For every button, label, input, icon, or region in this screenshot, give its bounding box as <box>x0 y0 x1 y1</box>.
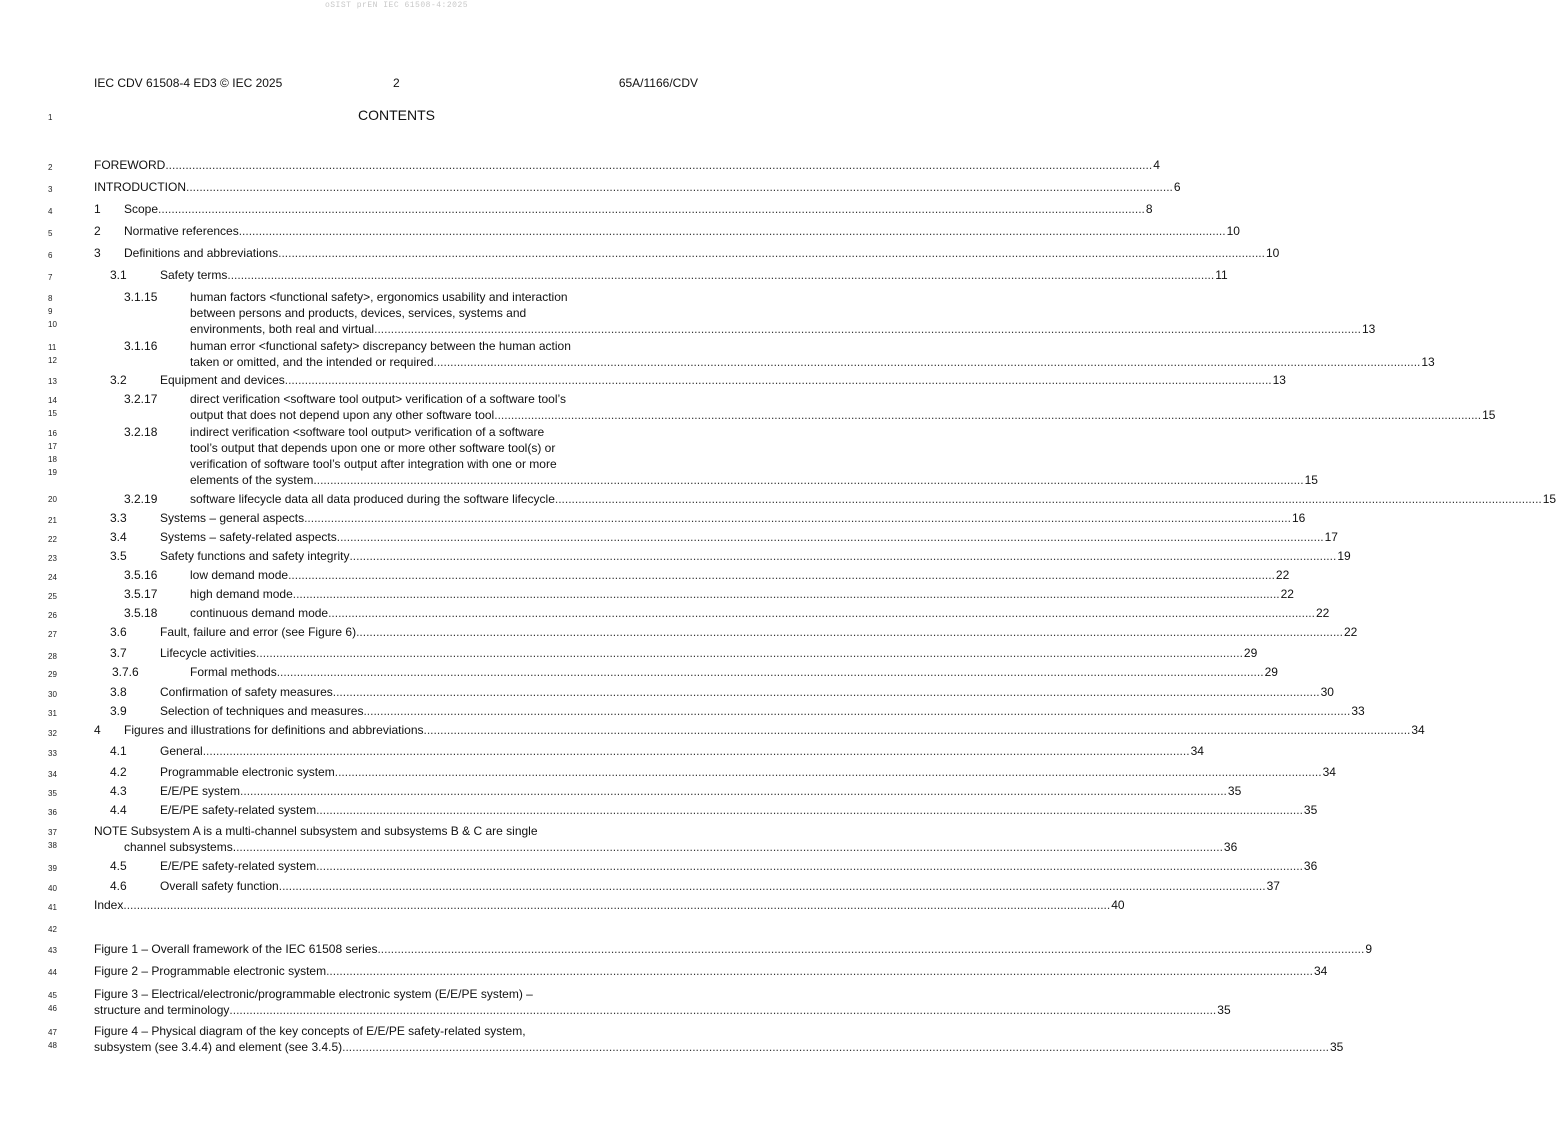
toc-leader-dots <box>333 684 1320 700</box>
toc-leader-dots <box>279 878 1266 894</box>
toc-entry[interactable] <box>94 897 1125 913</box>
toc-entry-number: 3.7.6 <box>112 665 139 679</box>
toc-entry-title: Scope <box>124 202 159 216</box>
line-number: 28 <box>48 652 57 661</box>
line-number: 12 <box>48 356 57 365</box>
toc-entry-page: 13 <box>1361 322 1376 336</box>
toc-leader-dots <box>316 802 1303 818</box>
toc-entry-title: E/E/PE safety-related system <box>160 803 317 817</box>
toc-entry-title: Normative references <box>124 224 239 238</box>
header-page-number: 2 <box>393 76 400 90</box>
toc-entry[interactable] <box>94 391 1496 423</box>
toc-entry[interactable] <box>94 878 1280 894</box>
toc-entry-page: 22 <box>1280 587 1294 601</box>
toc-leader-dots <box>240 783 1227 799</box>
toc-entry-page: 22 <box>1343 625 1358 639</box>
toc-entry-title: Definitions and abbreviations <box>124 246 279 260</box>
toc-entry[interactable] <box>94 722 1425 738</box>
line-number: 9 <box>48 307 53 316</box>
toc-entry-page: 35 <box>1303 803 1318 817</box>
toc-leader-dots <box>239 223 1226 239</box>
toc-leader-dots <box>304 510 1291 526</box>
toc-leader-dots <box>317 472 1304 488</box>
toc-entry[interactable] <box>94 267 1228 283</box>
toc-entry-title: elements of the system. <box>190 473 317 487</box>
toc-entry[interactable] <box>94 245 1280 261</box>
toc-leader-dots <box>424 722 1411 738</box>
line-number: 21 <box>48 516 57 525</box>
toc-entry-page: 10 <box>1265 246 1280 260</box>
toc-entry-number: 3.4 <box>110 530 127 544</box>
toc-entry[interactable] <box>94 510 1306 526</box>
toc-entry-title: between persons and products, devices, services, systems and <box>190 306 527 320</box>
toc-entry-title: environments, both real and virtual <box>190 322 375 336</box>
toc-leader-dots <box>285 372 1272 388</box>
toc-entry-title: output that does not depend upon any other software tool <box>190 408 495 422</box>
toc-leader-dots <box>377 941 1364 957</box>
toc-entry[interactable] <box>94 664 1278 680</box>
toc-entry-title: continuous demand mode <box>190 606 329 620</box>
toc-entry-number: 3.3 <box>110 511 127 525</box>
line-number: 5 <box>48 229 53 238</box>
line-number: 26 <box>48 611 57 620</box>
toc-entry[interactable] <box>94 338 1435 370</box>
toc-entry[interactable] <box>94 586 1294 602</box>
toc-entry-number: 1 <box>94 202 101 216</box>
toc-entry-title: tool’s output that depends upon one or more other software tool(s) or <box>190 441 556 455</box>
toc-entry-page: 15 <box>1542 492 1556 506</box>
toc-entry-page: 37 <box>1266 879 1280 893</box>
line-number: 46 <box>48 1004 57 1013</box>
watermark: oSIST prEN IEC 61508-4:2025 <box>324 1 469 10</box>
toc-entry[interactable] <box>94 548 1351 564</box>
toc-entry[interactable] <box>94 624 1358 640</box>
toc-entry-page: 13 <box>1421 355 1435 369</box>
toc-leader-dots <box>335 764 1322 780</box>
line-number: 14 <box>48 396 57 405</box>
toc-entry-page: 36 <box>1223 840 1238 854</box>
toc-entry-title: indirect verification <software tool output> verification of a software <box>190 425 545 439</box>
toc-leader-dots <box>186 179 1173 195</box>
toc-entry-title: Equipment and devices <box>160 373 285 387</box>
contents-title: CONTENTS <box>358 107 435 123</box>
toc-entry-page: 22 <box>1315 606 1330 620</box>
line-number: 7 <box>48 273 53 282</box>
toc-entry-title: channel subsystems. <box>124 840 237 854</box>
toc-entry-title: General <box>160 744 203 758</box>
toc-entry[interactable] <box>94 491 1556 507</box>
toc-entry-title: Confirmation of safety measures <box>160 685 333 699</box>
toc-entry-page: 35 <box>1227 784 1242 798</box>
toc-entry[interactable] <box>94 684 1334 700</box>
toc-entry-number: 3.5.16 <box>124 568 158 582</box>
toc-entry-number: 3.8 <box>110 685 127 699</box>
line-number: 25 <box>48 592 57 601</box>
line-number: 19 <box>48 468 57 477</box>
toc-leader-dots <box>158 201 1145 217</box>
toc-leader-dots <box>363 703 1350 719</box>
toc-entry[interactable] <box>94 858 1318 874</box>
line-number: 29 <box>48 670 57 679</box>
toc-entry-number: 3.6 <box>110 625 127 639</box>
line-number: 31 <box>48 709 57 718</box>
toc-entry-title: E/E/PE safety-related system <box>160 859 317 873</box>
toc-leader-dots <box>555 491 1542 507</box>
line-number: 20 <box>48 495 57 504</box>
toc-leader-dots <box>278 245 1265 261</box>
toc-entry-number: 4.5 <box>110 859 127 873</box>
line-number: 23 <box>48 554 57 563</box>
toc-entry-title: Lifecycle activities <box>160 646 257 660</box>
toc-entry-title: E/E/PE system <box>160 784 241 798</box>
toc-leader-dots <box>494 407 1481 423</box>
toc-entry-title: Systems – safety-related aspects <box>160 530 337 544</box>
line-number: 47 <box>48 1028 57 1037</box>
toc-entry-page: 36 <box>1303 859 1318 873</box>
toc-entry-number: 4.3 <box>110 784 127 798</box>
toc-entry[interactable] <box>94 802 1318 818</box>
line-number: 40 <box>48 884 57 893</box>
toc-entry-number: 2 <box>94 224 101 238</box>
line-number: 48 <box>48 1041 57 1050</box>
line-number: 15 <box>48 409 57 418</box>
toc-entry-number: 3.5 <box>110 549 127 563</box>
toc-entry-title: human error <functional safety> discrepancy between the human action <box>190 339 571 353</box>
toc-entry-page: 29 <box>1243 646 1258 660</box>
toc-entry-title: Overall safety function <box>160 879 279 893</box>
line-number: 35 <box>48 789 57 798</box>
line-number: 39 <box>48 864 57 873</box>
toc-entry-title: Safety functions and safety integrity <box>160 549 350 563</box>
toc-leader-dots <box>277 664 1264 680</box>
toc-entry-title: Index <box>94 898 124 912</box>
toc-entry[interactable] <box>94 1023 1344 1055</box>
toc-entry-title: human factors <functional safety>, ergonomics usability and interaction <box>190 290 568 304</box>
toc-leader-dots <box>203 743 1190 759</box>
line-number: 1 <box>48 113 53 122</box>
toc-entry-title: NOTE Subsystem A is a multi-channel subsystem and subsystems B & C are single <box>94 824 538 838</box>
toc-entry-page: 29 <box>1264 665 1278 679</box>
toc-entry[interactable] <box>94 823 1238 855</box>
line-number: 34 <box>48 770 57 779</box>
toc-entry-page: 8 <box>1145 202 1153 216</box>
toc-entry-page: 11 <box>1215 268 1228 282</box>
toc-entry[interactable] <box>94 986 1231 1018</box>
toc-entry[interactable] <box>94 605 1330 621</box>
page-header <box>94 76 698 92</box>
line-number: 8 <box>48 294 53 303</box>
toc-entry[interactable] <box>94 372 1286 388</box>
toc-entry-number: 3.1 <box>110 268 127 282</box>
toc-leader-dots <box>293 586 1280 602</box>
toc-entry-number: 3.5.17 <box>124 587 158 601</box>
toc-entry[interactable] <box>94 963 1328 979</box>
line-number: 24 <box>48 573 57 582</box>
toc-entry-page: 34 <box>1322 765 1336 779</box>
toc-entry-page: 13 <box>1272 373 1286 387</box>
toc-leader-dots <box>123 897 1110 913</box>
line-number: 43 <box>48 946 57 955</box>
line-number: 37 <box>48 828 57 837</box>
toc-entry-title: Systems – general aspects <box>160 511 305 525</box>
toc-leader-dots <box>316 858 1303 874</box>
toc-entry-page: 16 <box>1291 511 1306 525</box>
toc-entry-title: FOREWORD <box>94 158 166 172</box>
toc-entry-page: 34 <box>1411 723 1425 737</box>
toc-entry-page: 22 <box>1275 568 1290 582</box>
toc-entry-title: Fault, failure and error (see Figure 6) <box>160 625 357 639</box>
toc-entry-title: high demand mode <box>190 587 293 601</box>
line-number: 2 <box>48 163 53 172</box>
toc-entry-title: verification of software tool’s output after integration with one or more <box>190 457 557 471</box>
line-number: 33 <box>48 749 57 758</box>
toc-entry[interactable] <box>94 764 1336 780</box>
line-number: 11 <box>48 343 57 352</box>
toc-entry-number: 3.1.15 <box>124 290 158 304</box>
line-number: 44 <box>48 968 57 977</box>
toc-entry-page: 35 <box>1217 1003 1231 1017</box>
toc-leader-dots <box>328 605 1315 621</box>
toc-entry[interactable] <box>94 289 1376 337</box>
line-number: 17 <box>48 442 57 451</box>
header-doc-id: IEC CDV 61508-4 ED3 © IEC 2025 <box>94 76 283 90</box>
toc-entry-number: 3.7 <box>110 646 127 660</box>
line-number: 36 <box>48 808 57 817</box>
toc-entry[interactable] <box>94 157 1160 173</box>
line-number: 30 <box>48 690 57 699</box>
toc-entry-page: 30 <box>1320 685 1334 699</box>
line-number: 41 <box>48 903 57 912</box>
toc-entry-title: low demand mode <box>190 568 289 582</box>
line-number: 38 <box>48 841 57 850</box>
toc-entry-number: 3.5.18 <box>124 606 158 620</box>
toc-leader-dots <box>356 624 1343 640</box>
toc-leader-dots <box>349 548 1336 564</box>
toc-entry-page: 9 <box>1365 942 1373 956</box>
toc-entry[interactable] <box>94 941 1373 957</box>
toc-entry-page: 10 <box>1226 224 1240 238</box>
toc-entry-page: 34 <box>1190 744 1204 758</box>
toc-entry-title: software lifecycle data all data produced during the software lifecycle <box>190 492 555 506</box>
line-number: 27 <box>48 630 57 639</box>
toc-entry-title: subsystem (see 3.4.4) and element (see 3.4.5) <box>94 1040 343 1054</box>
toc-entry-page: 4 <box>1153 158 1160 172</box>
toc-entry-number: 3.1.16 <box>124 339 158 353</box>
toc-leader-dots <box>374 321 1361 337</box>
line-number: 16 <box>48 429 57 438</box>
line-number: 32 <box>48 729 57 738</box>
toc-entry-title: Figure 1 – Overall framework of the IEC 61508 series <box>94 942 378 956</box>
toc-entry-number: 4.6 <box>110 879 127 893</box>
toc-entry-page: 15 <box>1482 408 1496 422</box>
toc-entry-title: Figures and illustrations for definitions and abbreviations <box>124 723 424 737</box>
toc-entry-number: 3 <box>94 246 101 260</box>
toc-entry-number: 3.9 <box>110 704 127 718</box>
toc-leader-dots <box>342 1039 1329 1055</box>
toc-entry-title: direct verification <software tool output> verification of a software tool’s <box>190 392 566 406</box>
toc-entry-page: 15 <box>1304 473 1318 487</box>
toc-entry-title: INTRODUCTION <box>94 180 186 194</box>
toc-entry-number: 4.2 <box>110 765 127 779</box>
toc-entry-title: Safety terms <box>160 268 228 282</box>
toc-entry-title: taken or omitted, and the intended or required <box>190 355 434 369</box>
toc-leader-dots <box>227 267 1214 283</box>
toc-entry-page: 40 <box>1111 898 1125 912</box>
toc-entry[interactable] <box>94 201 1153 217</box>
toc-entry[interactable] <box>94 179 1181 195</box>
toc-entry-number: 4.4 <box>110 803 127 817</box>
line-number: 18 <box>48 455 57 464</box>
toc-entry-page: 19 <box>1337 549 1351 563</box>
line-number: 22 <box>48 535 57 544</box>
toc-leader-dots <box>236 839 1223 855</box>
toc-entry-page: 17 <box>1324 530 1338 544</box>
toc-leader-dots <box>288 567 1275 583</box>
toc-entry[interactable] <box>94 567 1290 583</box>
toc-entry-title: Figure 3 – Electrical/electronic/programmable electronic system (E/E/PE system) – <box>94 987 533 1001</box>
toc-entry-page: 6 <box>1173 180 1181 194</box>
toc-entry[interactable] <box>94 783 1242 799</box>
toc-entry-page: 35 <box>1330 1040 1344 1054</box>
line-number: 45 <box>48 991 57 1000</box>
toc-entry-title: Formal methods <box>190 665 277 679</box>
toc-entry-number: 4 <box>94 723 101 737</box>
toc-entry-number: 4.1 <box>110 744 127 758</box>
line-number: 4 <box>48 207 53 216</box>
line-number: 42 <box>48 925 57 934</box>
toc-leader-dots <box>337 529 1324 545</box>
toc-leader-dots <box>165 157 1152 173</box>
toc-entry-title: Programmable electronic system <box>160 765 335 779</box>
toc-entry[interactable] <box>94 529 1338 545</box>
toc-leader-dots <box>229 1002 1216 1018</box>
header-ref: 65A/1166/CDV <box>618 76 698 90</box>
toc-leader-dots <box>256 645 1243 661</box>
toc-entry-number: 3.2.19 <box>124 492 158 506</box>
toc-entry[interactable] <box>94 223 1240 239</box>
line-number: 13 <box>48 377 57 386</box>
toc-entry-number: 3.2 <box>110 373 127 387</box>
toc-entry[interactable] <box>94 645 1258 661</box>
toc-leader-dots <box>434 354 1421 370</box>
toc-entry-title: Figure 2 – Programmable electronic system <box>94 964 327 978</box>
toc-entry-page: 33 <box>1351 704 1365 718</box>
toc-entry[interactable] <box>94 424 1318 488</box>
line-number: 6 <box>48 251 53 260</box>
line-number: 10 <box>48 320 57 329</box>
toc-entry[interactable] <box>94 743 1204 759</box>
toc-entry-title: Figure 4 – Physical diagram of the key concepts of E/E/PE safety-related system, <box>94 1024 526 1038</box>
toc-entry-title: Selection of techniques and measures <box>160 704 364 718</box>
toc-entry-number: 3.2.17 <box>124 392 158 406</box>
toc-leader-dots <box>326 963 1313 979</box>
toc-entry-title: structure and terminology <box>94 1003 230 1017</box>
toc-entry-page: 34 <box>1313 964 1328 978</box>
toc-entry-number: 3.2.18 <box>124 425 158 439</box>
toc-entry[interactable] <box>94 703 1365 719</box>
line-number: 3 <box>48 185 53 194</box>
